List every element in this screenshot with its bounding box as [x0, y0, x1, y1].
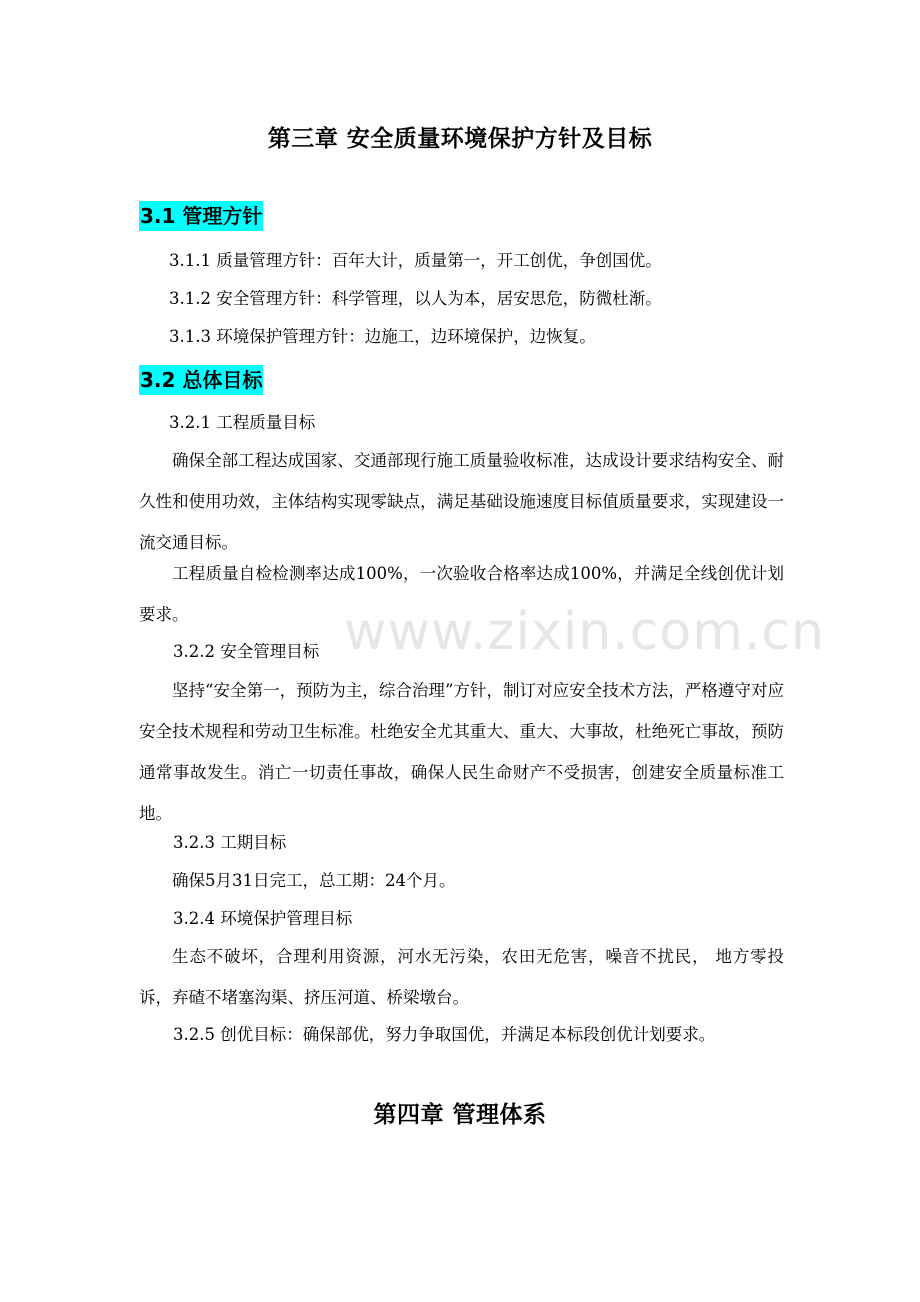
policy-safety: 3.1.2 安全管理方针：科学管理，以人为本，居安思危，防微杜渐。 — [169, 289, 662, 308]
watermark: www.zixin.com.cn — [344, 602, 825, 662]
section-3-1-heading: 3.1 管理方针 — [139, 201, 263, 231]
safety-goal-paragraph: 坚持“安全第一，预防为主，综合治理”方针，制订对应安全技术方法，严格遵守对应安全技术规程和劳动卫生标准。杜绝安全尤其重大、重大、大事故，杜绝死亡事故，预防通常事故发生。消亡一切责任事故，确保人民生命财产不受损害，创建安全质量标准工地。 — [139, 681, 784, 823]
quality-rate-paragraph: 工程质量自检检测率达成100%，一次验收合格率达成100%，并满足全线创优计划要求。 — [139, 564, 784, 624]
subsection-3-2-1-title: 3.2.1 工程质量目标 — [169, 413, 316, 432]
subsection-3-2-2-title: 3.2.2 安全管理目标 — [173, 642, 320, 661]
policy-quality: 3.1.1 质量管理方针：百年大计，质量第一，开工创优，争创国优。 — [169, 251, 662, 270]
policy-environment: 3.1.3 环境保护管理方针：边施工，边环境保护，边恢复。 — [169, 327, 596, 346]
quality-goal-paragraph: 确保全部工程达成国家、交通部现行施工质量验收标准，达成设计要求结构安全、耐久性和使用功效，主体结构实现零缺点，满足基础设施速度目标值质量要求，实现建设一流交通目标。 — [139, 451, 784, 552]
section-3-2-heading: 3.2 总体目标 — [139, 365, 263, 395]
schedule-goal-paragraph: 确保5月31日完工，总工期：24个月。 — [172, 871, 456, 890]
subsection-3-2-5-title: 3.2.5 创优目标：确保部优，努力争取国优，并满足本标段创优计划要求。 — [173, 1025, 716, 1044]
subsection-3-2-4-title: 3.2.4 环境保护管理目标 — [173, 909, 353, 928]
subsection-3-2-3-title: 3.2.3 工期目标 — [173, 833, 287, 852]
environment-goal-paragraph: 生态不破坏，合理利用资源，河水无污染，农田无危害，噪音不扰民， 地方零投诉，弃碴不堵塞沟渠、挤压河道、桥梁墩台。 — [139, 947, 784, 1007]
chapter-4-title: 第四章 管理体系 — [373, 1102, 547, 1128]
chapter-3-title: 第三章 安全质量环境保护方针及目标 — [267, 126, 653, 152]
